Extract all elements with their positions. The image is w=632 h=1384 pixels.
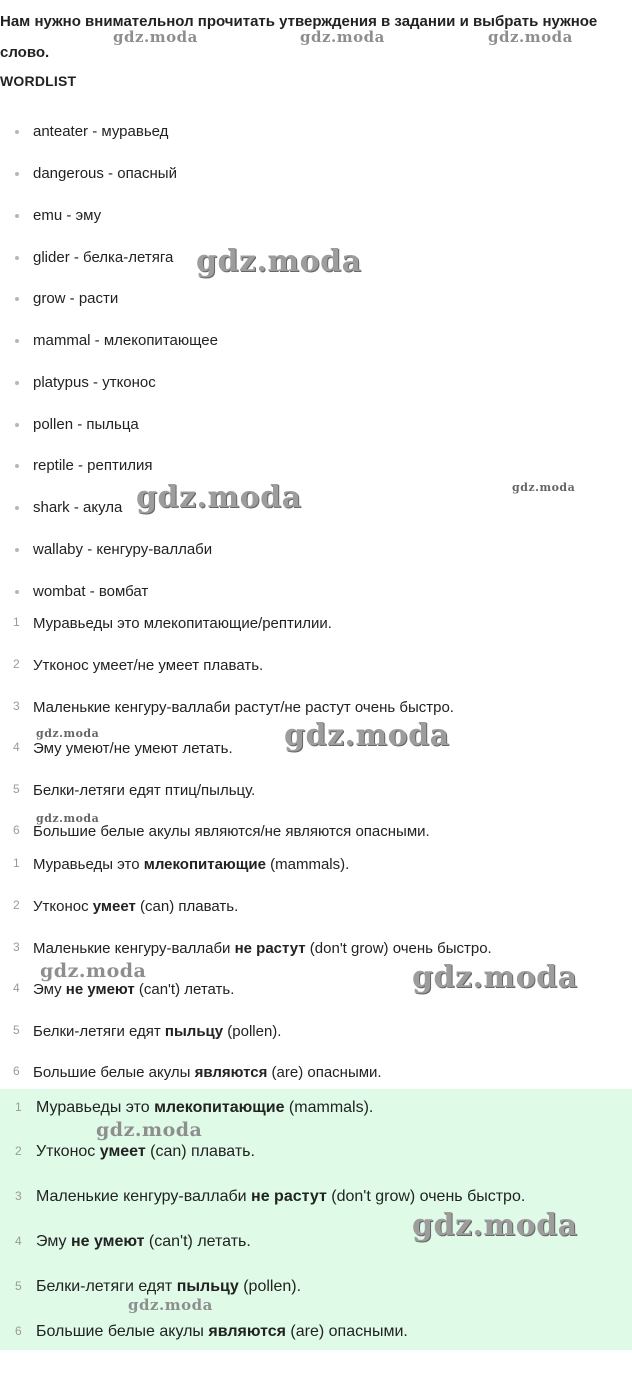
watermark: gdz.moda	[128, 1296, 213, 1314]
watermark: gdz.moda	[113, 28, 198, 46]
bullet-icon	[15, 339, 19, 343]
watermark: gdz.moda	[36, 812, 100, 825]
bullet-icon	[15, 130, 19, 134]
watermark: gdz.moda	[96, 1119, 203, 1141]
wordlist-heading: WORDLIST	[0, 73, 77, 89]
bullet-icon	[15, 297, 19, 301]
bullet-icon	[15, 590, 19, 594]
watermark: gdz.moda	[36, 727, 100, 740]
watermark: gdz.moda	[40, 960, 147, 982]
bullet-icon	[15, 423, 19, 427]
bullet-icon	[15, 256, 19, 260]
watermark: gdz.moda	[488, 28, 573, 46]
watermark: gdz.moda	[512, 481, 576, 494]
bullet-icon	[15, 172, 19, 176]
watermark: gdz.moda	[284, 718, 450, 753]
intro-text: Нам нужно внимательнол прочитать утверждения в задании и выбрать нужное слово.	[0, 13, 598, 61]
bullet-icon	[15, 381, 19, 385]
watermark: gdz.moda	[136, 480, 302, 515]
watermark: gdz.moda	[412, 1208, 578, 1243]
bullet-icon	[15, 548, 19, 552]
watermark: gdz.moda	[300, 28, 385, 46]
watermark: gdz.moda	[412, 960, 578, 995]
watermark: gdz.moda	[196, 244, 362, 279]
bullet-icon	[15, 464, 19, 468]
bullet-icon	[15, 214, 19, 218]
bullet-icon	[15, 506, 19, 510]
